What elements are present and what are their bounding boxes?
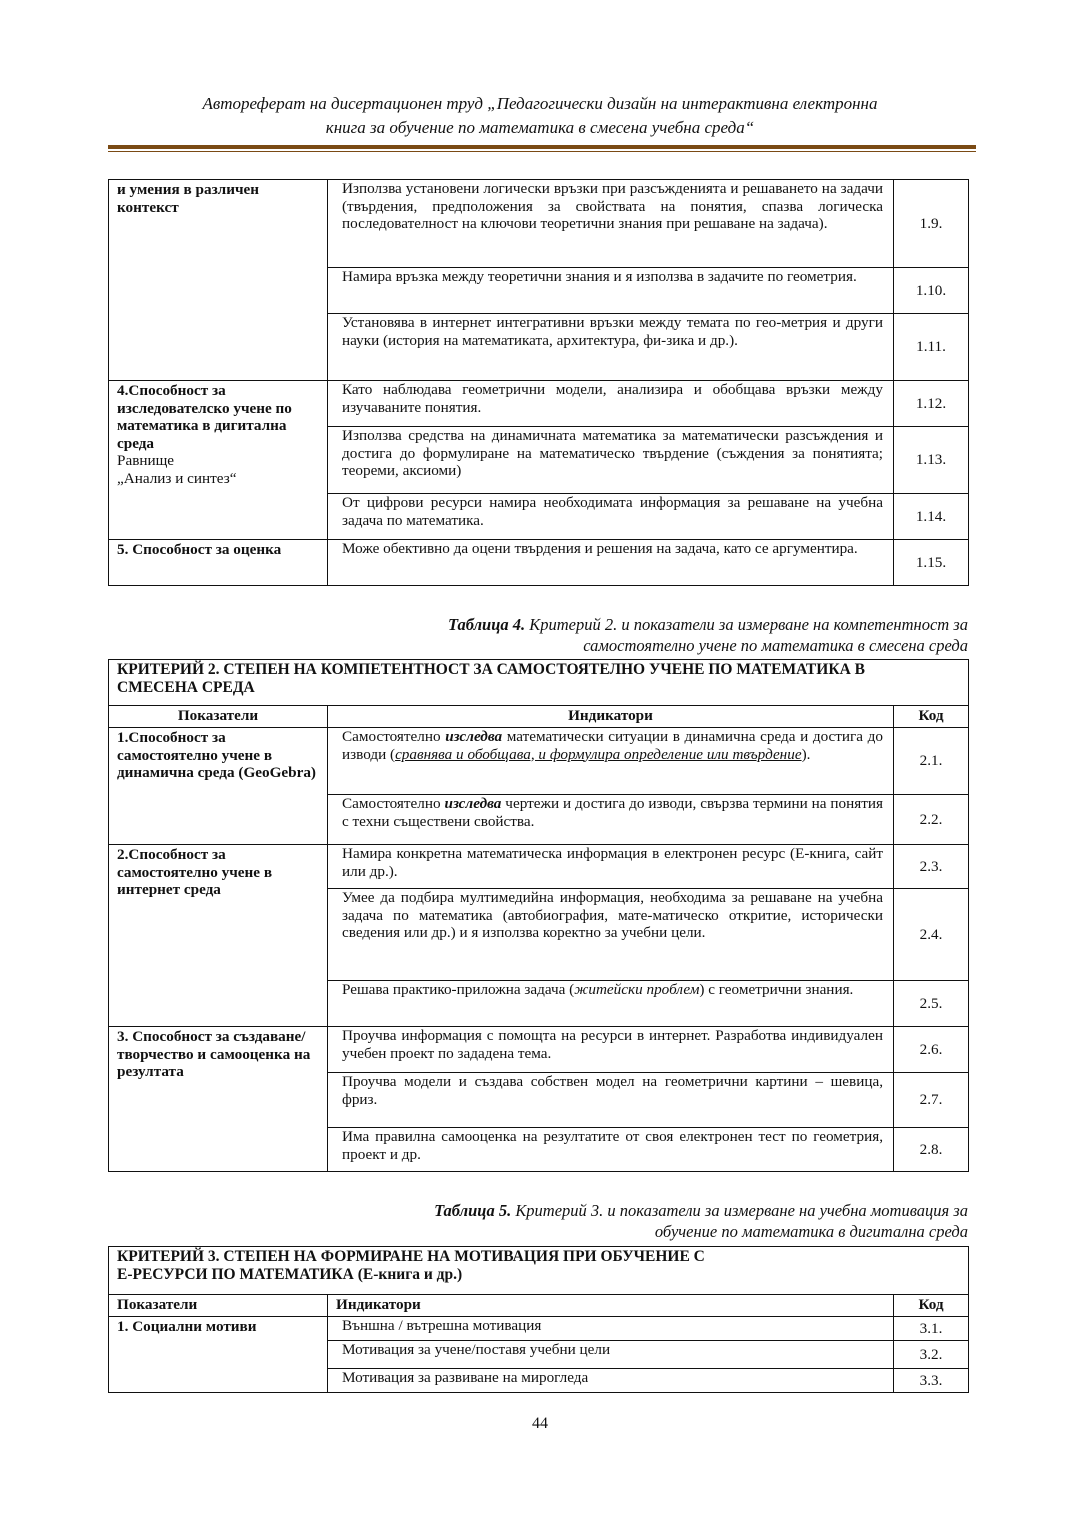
code-cell: 3.1. — [894, 1317, 969, 1341]
code-cell: 2.2. — [894, 795, 969, 845]
table-5-caption — [434, 1200, 968, 1242]
indicator-cell: Мотивация за развиване на мирогледа — [328, 1369, 894, 1393]
code-cell: 3.2. — [894, 1341, 969, 1369]
header-rule-thick — [108, 145, 976, 149]
indicator-cell: Използва средства на динамичната математика за математически разсъждения и достига до формулиране на математическо твърдение (съждения за понятията; теореми, аксиоми) — [328, 427, 894, 494]
column-header-indicators: Показатели — [109, 706, 328, 728]
indicator-cell: Външна / вътрешна мотивация — [328, 1317, 894, 1341]
table-title: КРИТЕРИЙ 3. СТЕПЕН НА ФОРМИРАНЕ НА МОТИВАЦИЯ ПРИ ОБУЧЕНИЕ С Е-РЕСУРСИ ПО МАТЕМАТИКА (Е-книга и др.) — [109, 1247, 969, 1295]
code-cell: 2.7. — [894, 1073, 969, 1128]
code-cell: 1.12. — [894, 381, 969, 427]
table-4-caption — [448, 614, 968, 656]
code-cell: 1.15. — [894, 540, 969, 586]
column-header-indicators: Индикатори — [328, 706, 894, 728]
indicator-cell: Мотивация за учене/поставя учебни цели — [328, 1341, 894, 1369]
column-header-indicators: Показатели — [109, 1295, 328, 1317]
column-header-code: Код — [894, 1295, 969, 1317]
group-label — [109, 381, 328, 540]
indicator-cell: Умее да подбира мултимедийна информация, необходима за решаване на учебна задача по математика (автобиография, мате-матическо откритие, исторически сведения или др.) и я използва коректно за учебни цели. — [328, 889, 894, 981]
criterion-1-continuation-table — [108, 179, 969, 586]
code-cell: 2.3. — [894, 845, 969, 889]
indicator-cell: Самостоятелно изследва чертежи и достига до изводи, свързва термини на понятия с техни съществени свойства. — [328, 795, 894, 845]
group-label-title: 4.Способност за изследователско учене по математика в дигитална среда — [117, 382, 292, 452]
indicator-cell: От цифрови ресурси намира необходимата информация за решаване на учебна задача по математика. — [328, 494, 894, 540]
code-cell: 2.5. — [894, 981, 969, 1027]
indicator-cell: Като наблюдава геометрични модели, анализира и обобщава връзки между изучаваните понятия. — [328, 381, 894, 427]
group-label: 1. Социални мотиви — [109, 1317, 328, 1393]
column-header-indicators: Индикатори — [328, 1295, 894, 1317]
caption-label: Таблица 5. — [434, 1201, 512, 1220]
group-label: 2.Способност за самостоятелно учене в интернет среда — [109, 845, 328, 1027]
code-cell: 2.8. — [894, 1128, 969, 1172]
page-number: 44 — [532, 1415, 548, 1432]
criterion-3-table — [108, 1246, 969, 1393]
indicator-cell: Проучва информация с помощта на ресурси в интернет. Разработва индивидуален учебен проект по зададена тема. — [328, 1027, 894, 1073]
indicator-cell: Използва установени логически връзки при разсъжденията и решаването на задачи (твърдения, предположения за свойствата на понятия, спазва логическа последователност на ключови теоретични знания при решаване на задача). — [328, 180, 894, 268]
indicator-cell: Решава практико-приложна задача (житейски проблем) с геометрични знания. — [328, 981, 894, 1027]
code-cell: 2.6. — [894, 1027, 969, 1073]
indicator-cell: Може обективно да оцени твърдения и решения на задача, като се аргументира. — [328, 540, 894, 586]
group-label-level: Равнище — [117, 452, 175, 469]
column-header-code: Код — [894, 706, 969, 728]
caption-line-2: самостоятелно учене по математика в смесена среда — [583, 636, 968, 655]
header-line-1: Автореферат на дисертационен труд „Педагогически дизайн на интерактивна електронна — [202, 94, 878, 113]
indicator-cell: Проучва модели и създава собствен модел на геометрични картини – шевица, фриз. — [328, 1073, 894, 1128]
code-cell: 1.13. — [894, 427, 969, 494]
code-cell: 1.10. — [894, 268, 969, 314]
code-cell: 2.1. — [894, 728, 969, 795]
code-cell: 1.14. — [894, 494, 969, 540]
header-line-2: книга за обучение по математика в смесена учебна среда“ — [325, 118, 755, 137]
indicator-cell: Намира конкретна математическа информация в електронен ресурс (Е-книга, сайт или др.). — [328, 845, 894, 889]
running-header — [110, 92, 970, 140]
caption-line-2: обучение по математика в дигитална среда — [654, 1222, 968, 1241]
group-label: 5. Способност за оценка — [109, 540, 328, 586]
criterion-2-table — [108, 659, 969, 1172]
code-cell: 2.4. — [894, 889, 969, 981]
indicator-cell: Установява в интернет интегративни връзки между темата по гео-метрия и други науки (история на математиката, архитектура, фи-зика и др.). — [328, 314, 894, 381]
indicator-cell: Самостоятелно изследва математически ситуации в динамична среда и достига до изводи (сравнява и обобщава, и формулира определение или твърдение). — [328, 728, 894, 795]
caption-line-1: Критерий 3. и показатели за измерване на учебна мотивация за — [511, 1201, 968, 1220]
header-rule-thin — [108, 151, 976, 152]
indicator-cell: Намира връзка между теоретични знания и я използва в задачите по геометрия. — [328, 268, 894, 314]
caption-line-1: Критерий 2. и показатели за измерване на компетентност за — [525, 615, 968, 634]
indicator-cell: Има правилна самооценка на резултатите от своя електронен тест по геометрия, проект и др. — [328, 1128, 894, 1172]
group-label-level-name: „Анализ и синтез“ — [117, 469, 237, 487]
table-title: КРИТЕРИЙ 2. СТЕПЕН НА КОМПЕТЕНТНОСТ ЗА САМОСТОЯТЕЛНО УЧЕНЕ ПО МАТЕМАТИКА В СМЕСЕНА СРЕДА — [109, 660, 969, 706]
group-label: 3. Способност за създаване/творчество и самооценка на резултата — [109, 1027, 328, 1172]
group-label: 1.Способност за самостоятелно учене в динамична среда (GeoGebra) — [109, 728, 328, 845]
code-cell: 3.3. — [894, 1369, 969, 1393]
code-cell: 1.9. — [894, 180, 969, 268]
group-label: и умения в различен контекст — [109, 180, 328, 381]
caption-label: Таблица 4. — [448, 615, 526, 634]
code-cell: 1.11. — [894, 314, 969, 381]
